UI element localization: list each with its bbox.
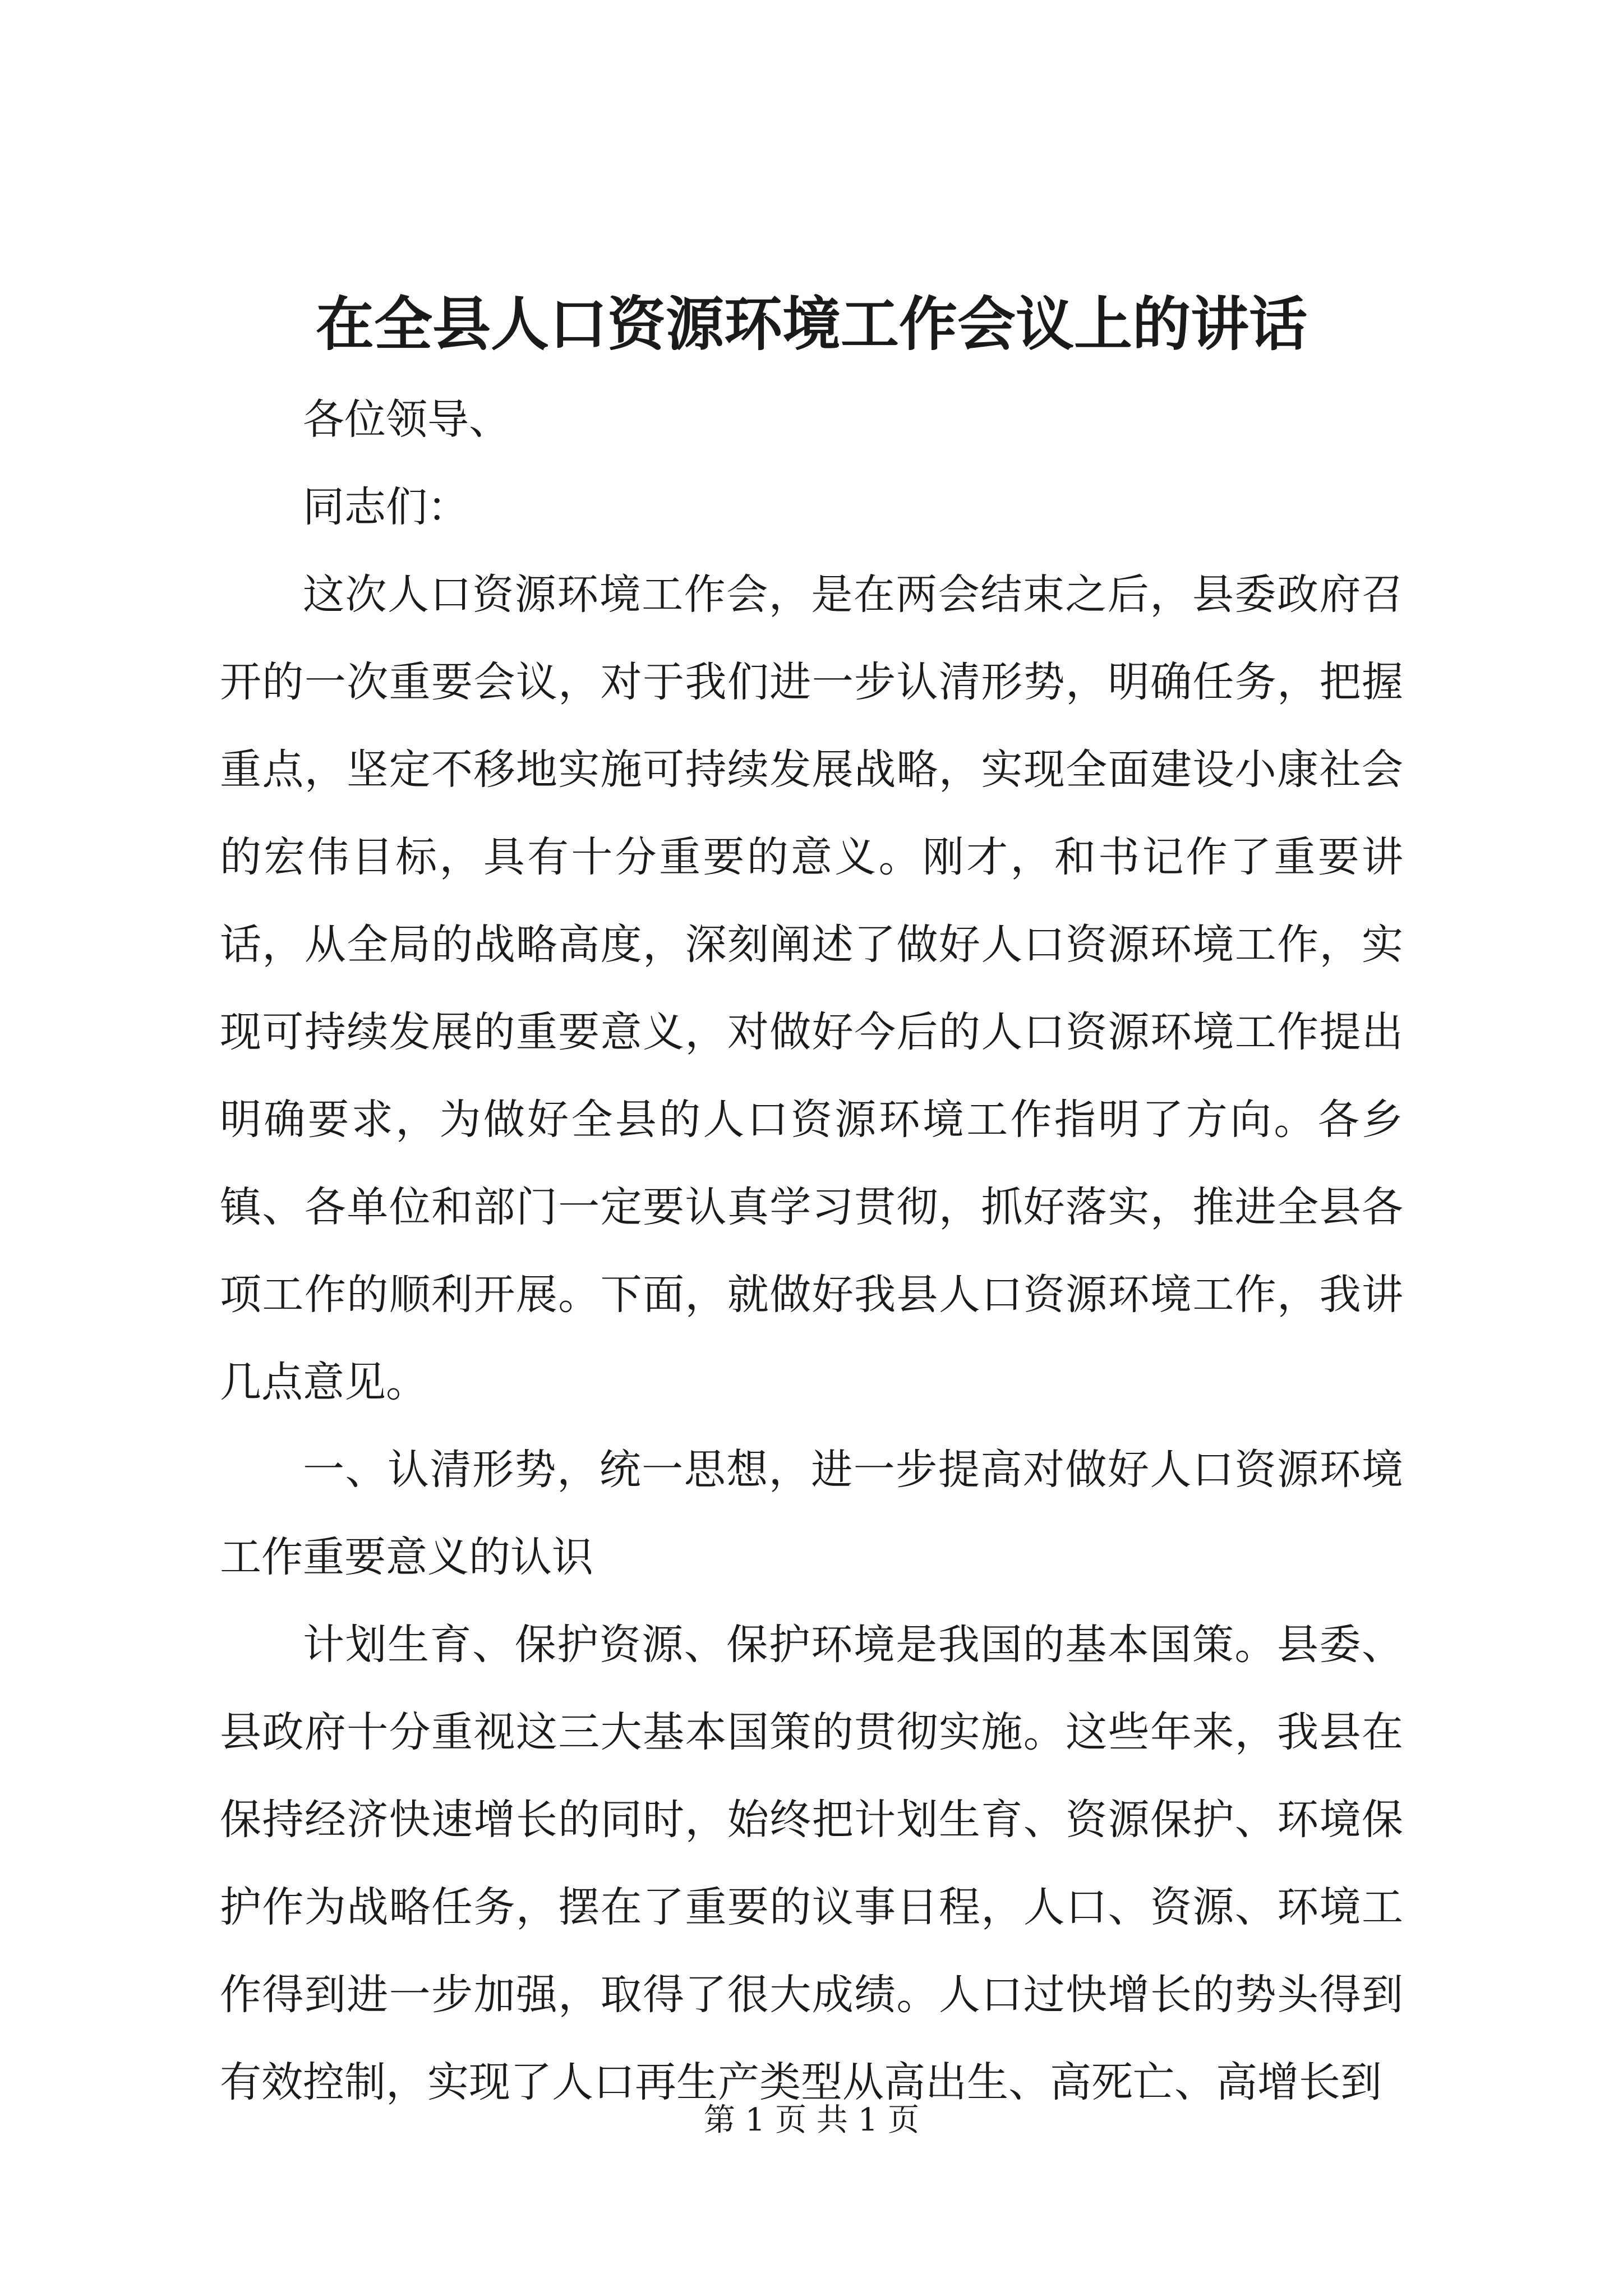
- paragraph-policy: 计划生育、保护资源、保护环境是我国的基本国策。县委、县政府十分重视这三大基本国策的贯彻实施。这些年来，我县在保持经济快速增长的同时，始终把计划生育、资源保护、环境保护作为战略任务，摆在了重要的议事日程，人口、资源、环境工作得到进一步加强，取得了很大成绩。人口过快增长的势头得到有效控制，实现了人口再生产类型从高出生、高死亡、高增长到: [220, 1621, 1403, 2106]
- section-heading-1: 一、认清形势，统一思想，进一步提高对做好人口资源环境工作重要意义的认识: [220, 1446, 1403, 1581]
- document-title: 在全县人口资源环境工作会议上的讲话: [315, 289, 1307, 358]
- paragraph-intro: 这次人口资源环境工作会，是在两会结束之后，县委政府召开的一次重要会议，对于我们进一步认清形势，明确任务，把握重点，坚定不移地实施可持续发展战略，实现全面建设小康社会的宏伟目标，具有十分重要的意义。刚才，和书记作了重要讲话，从全局的战略高度，深刻阐述了做好人口资源环境工作，实现可持续发展的重要意义，对做好今后的人口资源环境工作提出明确要求，为做好全县的人口资源环境工作指明了方向。各乡镇、各单位和部门一定要认真学习贯彻，抓好落实，推进全县各项工作的顺利开展。下面，就做好我县人口资源环境工作，我讲几点意见。: [220, 570, 1403, 1406]
- salutation-comrades: 同志们：: [303, 483, 469, 531]
- page-footer: 第 1 页 共 1 页: [703, 2102, 920, 2138]
- document-body: [220, 376, 1403, 2126]
- salutation-leaders: 各位领导、: [303, 395, 510, 444]
